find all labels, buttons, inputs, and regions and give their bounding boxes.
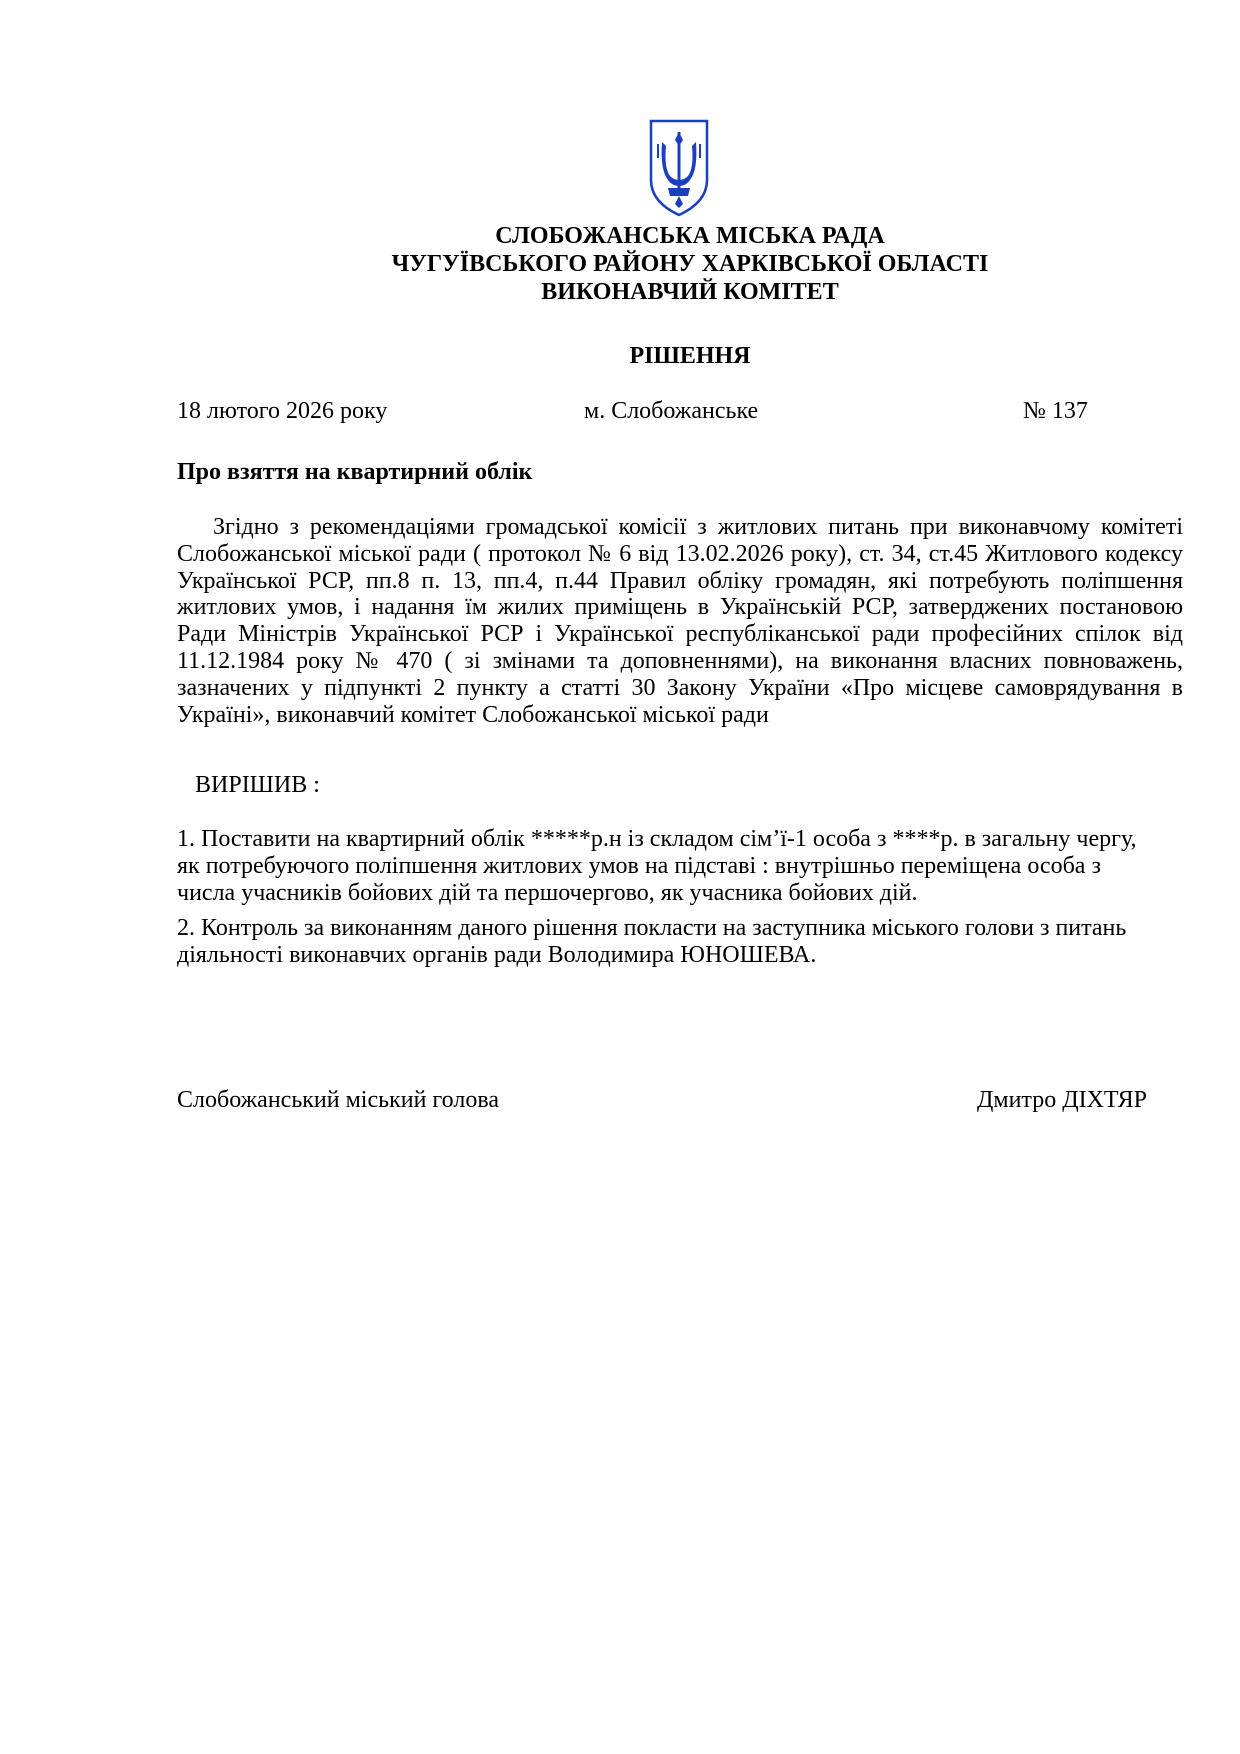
signatory-role: Слобожанський міський голова [177,1087,499,1113]
header-council: СЛОБОЖАНСЬКА МІСЬКА РАДА [495,223,885,249]
document-city: м. Слобожанське [584,398,759,424]
document-title-text: РІШЕННЯ [629,343,751,369]
signatory-name: Дмитро ДІХТЯР [977,1087,1147,1113]
decision-item-1 [177,826,1183,906]
header-committee: ВИКОНАВЧИЙ КОМІТЕТ [541,279,839,305]
decision-item-2 [177,915,1183,969]
coat-of-arms-icon [648,118,710,218]
signature-block [177,1087,1147,1117]
decision-item-2-line-1: 2. Контроль за виконанням даного рішення покласти на заступника міського голови з питань [177,915,1127,941]
decision-item-1-line-2: як потребуючого поліпшення житлових умов на підставі : внутрішньо переміщена особа з [177,852,1101,879]
document-number: № 137 [1023,398,1088,424]
document-title [0,343,1240,370]
issuer-header [0,222,1240,306]
document-date: 18 лютого 2026 року [177,398,388,424]
decided-label: ВИРІШИВ : [195,772,320,798]
document-meta [177,398,1097,428]
decision-item-1-line-3: числа учасників бойових дій та першочергово, як учасника бойових дій. [177,879,918,906]
decision-item-1-line-1: 1. Поставити на квартирний облік *****р.н із складом сім’ї-1 особа з ****р. в загальну чергу, [177,826,1137,852]
decision-item-2-line-2: діяльності виконавчих органів ради Володимира ЮНОШЕВА. [177,941,817,968]
header-district: ЧУГУЇВСЬКОГО РАЙОНУ ХАРКІВСЬКОЇ ОБЛАСТІ [391,251,989,277]
document-subject: Про взяття на квартирний облік [177,459,533,485]
preamble-paragraph: Згідно з рекомендаціями громадської комісії з житлових питань при виконавчому комітеті Слобожанської міської ради ( протокол № 6 від 13.02.2026 року), ст. 34, ст.45 Житлового кодексу Української РСР, пп.8 п. 13, пп.4, п.44 Правил обліку громадян, які потребують поліпшення житлових умов, і надання їм жилих приміщень в Українській РСР, затверджених постановою Ради Міністрів Української РСР і Української республіканської ради професійних спілок від 11.12.1984 року № 470 ( зі змінами та доповненнями), на виконання власних повноважень, зазначених у підпункті 2 пункту а статті 30 Закону України «Про місцеве самоврядування в Україні», виконавчий комітет Слобожанської міської ради [177,514,1183,728]
